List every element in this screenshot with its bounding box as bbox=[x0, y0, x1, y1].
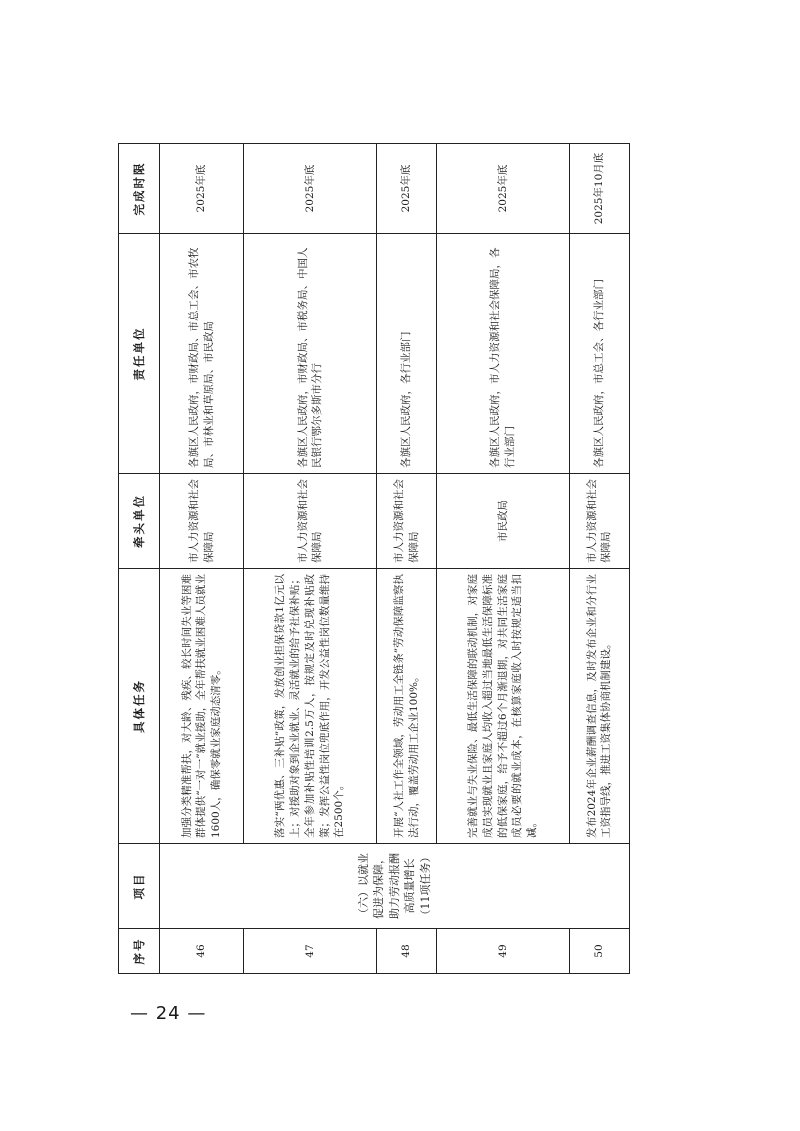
project-group-cell: （六）以就业促进为保障，助力劳动报酬高质量增长（11项任务） bbox=[160, 844, 630, 929]
row-seq: 47 bbox=[244, 929, 377, 974]
row-task: 落实“两优惠、三补贴”政策，发放创业担保贷款1亿元以上；对援助对象到企业就业、灵活就业的给予社保补贴；全年参加补贴性培训2.5万人，按规定及时兑现补贴政策；发挥公益性岗位兜底作用，开发公益性岗位数量维持在2500个。 bbox=[244, 569, 377, 844]
row-seq: 46 bbox=[160, 929, 244, 974]
row-deadline: 2025年底 bbox=[244, 144, 377, 234]
task-table bbox=[118, 143, 630, 974]
table-header-row bbox=[119, 144, 160, 974]
row-responsible: 各旗区人民政府，市总工会、各行业部门 bbox=[569, 234, 629, 474]
header-deadline: 完成时限 bbox=[119, 144, 160, 234]
row-seq: 49 bbox=[437, 929, 570, 974]
row-lead: 市人力资源和社会保障局 bbox=[377, 474, 437, 569]
row-task: 发布2024年企业薪酬调查信息，及时发布企业和分行业工资指导线，推进工资集体协商机制建设。 bbox=[569, 569, 629, 844]
row-lead: 市民政局 bbox=[437, 474, 570, 569]
row-task: 开展“人社工作全领域，劳动用工全链条”劳动保障监察执法行动，覆盖劳动用工企业100%。 bbox=[377, 569, 437, 844]
row-responsible: 各旗区人民政府，各行业部门 bbox=[377, 234, 437, 474]
header-project: 项目 bbox=[119, 844, 160, 929]
table-row bbox=[160, 144, 244, 974]
row-lead: 市人力资源和社会保障局 bbox=[569, 474, 629, 569]
row-lead: 市人力资源和社会保障局 bbox=[160, 474, 244, 569]
row-responsible: 各旗区人民政府，市财政局、市总工会、市农牧局、市林业和草原局、市民政局 bbox=[160, 234, 244, 474]
header-task: 具体任务 bbox=[119, 569, 160, 844]
row-task: 加强分类精准帮扶，对大龄、残疾、较长时间失业等困难群体提供“一对一”就业援助，全年帮扶就业困难人员就业1600人，确保零就业家庭动态清零。 bbox=[160, 569, 244, 844]
row-responsible: 各旗区人民政府，市财政局、市税务局、中国人民银行鄂尔多斯市分行 bbox=[244, 234, 377, 474]
header-lead: 牵头单位 bbox=[119, 474, 160, 569]
header-seq: 序号 bbox=[119, 929, 160, 974]
rotated-table-container bbox=[118, 144, 630, 974]
row-task: 完善就业与失业保险、最低生活保障的联动机制，对家庭成员实现就业且家庭人均收入超过当地最低生活保障标准的低保家庭，给予不超过6个月渐退期，对共同生活家庭成员必要的就业成本，在核算家庭收入时按规定适当扣减。 bbox=[437, 569, 570, 844]
row-lead: 市人力资源和社会保障局 bbox=[244, 474, 377, 569]
row-deadline: 2025年底 bbox=[437, 144, 570, 234]
page-number: — 24 — bbox=[130, 1003, 207, 1024]
row-responsible: 各旗区人民政府，市人力资源和社会保障局，各行业部门 bbox=[437, 234, 570, 474]
row-seq: 48 bbox=[377, 929, 437, 974]
row-deadline: 2025年底 bbox=[377, 144, 437, 234]
row-seq: 50 bbox=[569, 929, 629, 974]
row-deadline: 2025年底 bbox=[160, 144, 244, 234]
row-deadline: 2025年10月底 bbox=[569, 144, 629, 234]
header-responsible: 责任单位 bbox=[119, 234, 160, 474]
